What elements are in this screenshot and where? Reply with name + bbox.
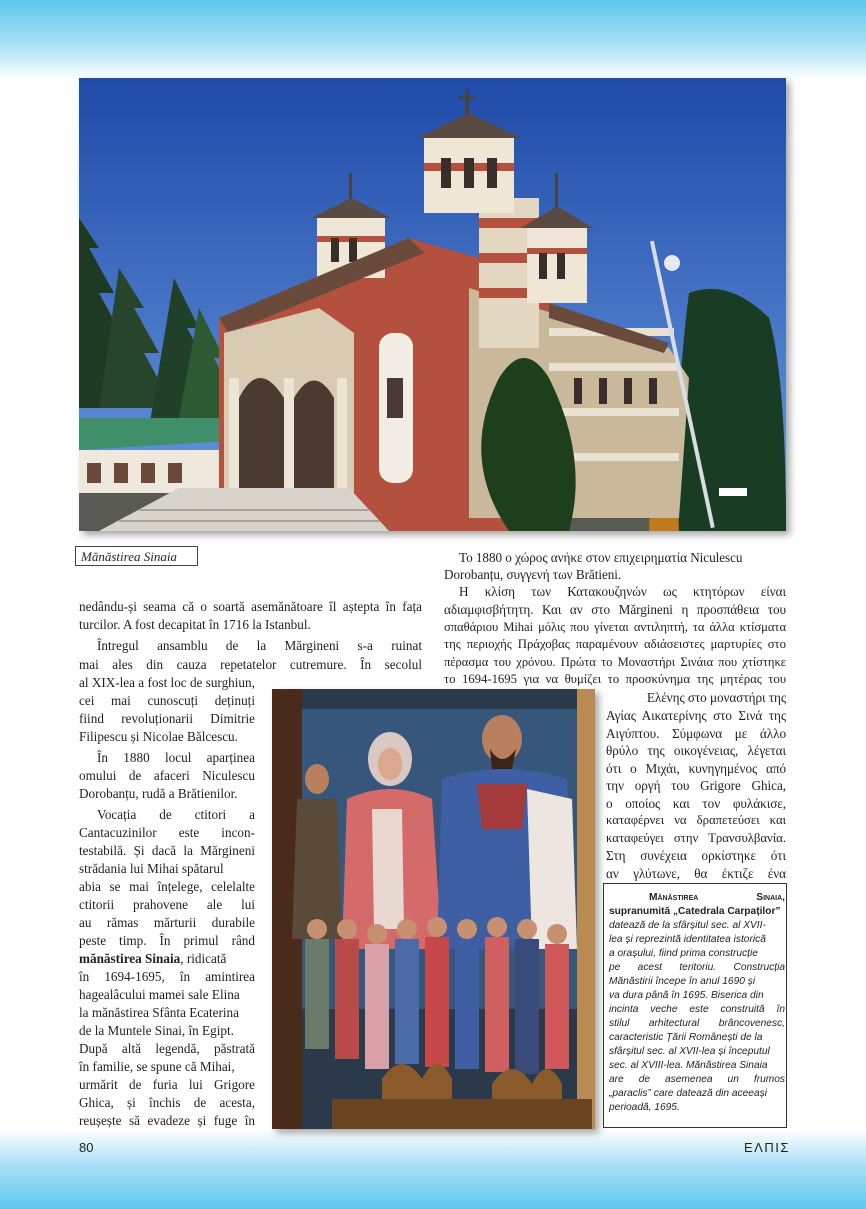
romanian-line-tail: ridicată <box>186 951 227 966</box>
greek-line: ότι ο Μιχάι, κυνηγημένος από <box>606 761 786 776</box>
romanian-line: Întregul ansamblu de la Mărgineni s-a ruinat <box>97 638 422 653</box>
romanian-line: au rămas mărturii durabile <box>79 915 255 930</box>
romanian-line: cei mai cunoscuți deținuți <box>79 693 255 708</box>
greek-line: Αγίας Αικατερίνης στο Σινά της <box>606 708 786 723</box>
romanian-line: Cantacuzinilor este incon- <box>79 825 255 840</box>
greek-line: Ελένης στο μοναστήρι της <box>646 690 786 705</box>
romanian-line: abia se mai înțelege, celelalte <box>79 879 255 894</box>
info-box-line: lea și reprezintă identitatea istorică <box>609 934 766 945</box>
romanian-line: al XIX-lea a fost loc de surghiun, <box>79 675 255 690</box>
info-box-line: incinta veche este construită în <box>609 1004 785 1015</box>
romanian-line: ctitorii prahovene ale lui <box>79 897 255 912</box>
greek-line: την οργή του Grigore Ghica, <box>606 778 786 793</box>
bold-phrase: mănăstirea Sinaia <box>79 951 181 966</box>
romanian-line: reușește să evadeze și fuge în <box>79 1113 255 1128</box>
greek-line: αν γλύτωνε, θα έκτιζε ένα <box>606 866 786 881</box>
romanian-line: Ghica, și închis de acesta, <box>79 1095 255 1110</box>
info-box-line: sec. al XVIII-lea. Mănăstirea Sinaia <box>609 1060 768 1071</box>
info-box-line: va dura până în 1695. Biserica din <box>609 990 764 1001</box>
romanian-line: la mănăstirea Sfânta Ecaterina <box>79 1005 239 1020</box>
info-box <box>603 883 787 1128</box>
romanian-line: Filipescu și Nicolae Bălcescu. <box>79 729 238 744</box>
magazine-name: ΕΛΠΙΣ <box>744 1140 790 1155</box>
info-box-line: datează de la sfârșitul sec. al XVII- <box>609 920 766 931</box>
photo-caption: Mănăstirea Sinaia <box>75 546 198 566</box>
romanian-line: omului de afaceri Niculescu <box>79 768 255 783</box>
info-box-line: perioadă, 1695. <box>609 1102 680 1113</box>
greek-line: θρύλο της οικογένειας, λέγεται <box>606 743 786 758</box>
fresco-photo <box>272 689 595 1129</box>
romanian-line: turcilor. A fost decapitat în 1716 la Istanbul. <box>79 617 311 632</box>
romanian-line: În 1880 locul aparținea <box>97 750 255 765</box>
greek-line: Αιγύπτου. Σύμφωνα με άλλο <box>606 726 786 741</box>
greek-line: καταφεύγει στην Τρανσυλβανία. <box>606 831 786 845</box>
greek-line: Το 1880 ο χώρος ανήκε στον επιχειρηματία Niculescu <box>459 550 743 565</box>
romanian-line: urmărit de furia lui Grigore <box>79 1077 255 1092</box>
info-box-line: pe acest teritoriu. Construcția <box>609 962 785 973</box>
greek-line: Dorobanțu, συγγενή των Brătieni. <box>444 567 622 582</box>
monastery-photo <box>79 78 786 531</box>
info-box-line: caracteristic Țării Românești de la <box>609 1032 763 1043</box>
greek-line: σπαθάριου Mihai μόλις που γίνεται αντιληπτή, τα άλλα κτίσματα <box>444 620 786 634</box>
greek-line: αδιαμφισβήτητη. Και αν στο Mărgineni η προσπάθεια του <box>444 602 786 617</box>
romanian-line: După altă legendă, păstrată <box>79 1041 255 1056</box>
romanian-line: mănăstirea Sinaia, ridicată <box>79 951 227 966</box>
romanian-line: Vocația de ctitori a <box>97 807 255 822</box>
romanian-line: fiind revoluționarii Dimitrie <box>79 711 255 726</box>
romanian-line: nedându-și seama că o soartă asemănătoare îl aștepta în fața <box>79 599 422 614</box>
romanian-line: Dorobanțu, rudă a Brătienilor. <box>79 786 238 801</box>
romanian-line: hagealâcului mamei sale Elina <box>79 987 240 1002</box>
info-box-line: stilul arhitectural brâncovenesc, <box>609 1018 785 1029</box>
romanian-line: peste timp. În primul rând <box>79 933 255 948</box>
info-box-line: are de asemenea un frumos <box>609 1074 785 1085</box>
page-number: 80 <box>79 1140 94 1155</box>
greek-line: καταφέρνει να δραπετεύσει και <box>606 813 786 827</box>
greek-line: της περιοχής Πράχοβας παραμένουν αδιάσειστες μαρτυρίες στο <box>444 637 786 651</box>
info-box-line: a orașului, fiind prima construcție <box>609 948 758 959</box>
info-box-title: Mănăstirea Sinaia, <box>649 892 785 903</box>
greek-line: Στη συνέχεια ορκίστηκε ότι <box>606 848 786 863</box>
greek-line: Η κλίση των Κατακουζηνών ως κτητόρων είναι <box>459 584 786 599</box>
greek-line: πέρασμα του χρόνου. Πρώτα το Μοναστήρι Σινάια που χτίστηκε <box>444 655 786 669</box>
info-box-line: sfârșitul sec. al XVII-lea și începutul <box>609 1046 770 1057</box>
greek-line: το 1694-1695 για να θυμίζει το προσκύνημα της μητέρας του <box>444 672 786 686</box>
romanian-line: testabilă. Și dacă la Mărgineni <box>79 843 255 858</box>
romanian-line: în 1694-1695, în amintirea <box>79 969 255 984</box>
romanian-line: în familie, se spune că Mihai, <box>79 1059 235 1074</box>
greek-line: ο οποίος και τον φυλάκισε, <box>606 796 786 811</box>
romanian-line: de la Muntele Sinai, în Egipt. <box>79 1023 234 1038</box>
top-gradient-band <box>0 0 866 80</box>
info-box-line: „paraclis” care datează din aceeași <box>609 1088 767 1099</box>
romanian-line: mai ales din cauza repetatelor cutremure. În secolul <box>79 657 422 672</box>
romanian-line: strădania lui Mihai spătarul <box>79 861 224 876</box>
info-box-line: Mănăstirii începe în anul 1690 și <box>609 976 756 987</box>
info-box-subtitle: supranumită „Catedrala Carpaților” <box>609 906 781 917</box>
bottom-gradient-band <box>0 1129 866 1209</box>
